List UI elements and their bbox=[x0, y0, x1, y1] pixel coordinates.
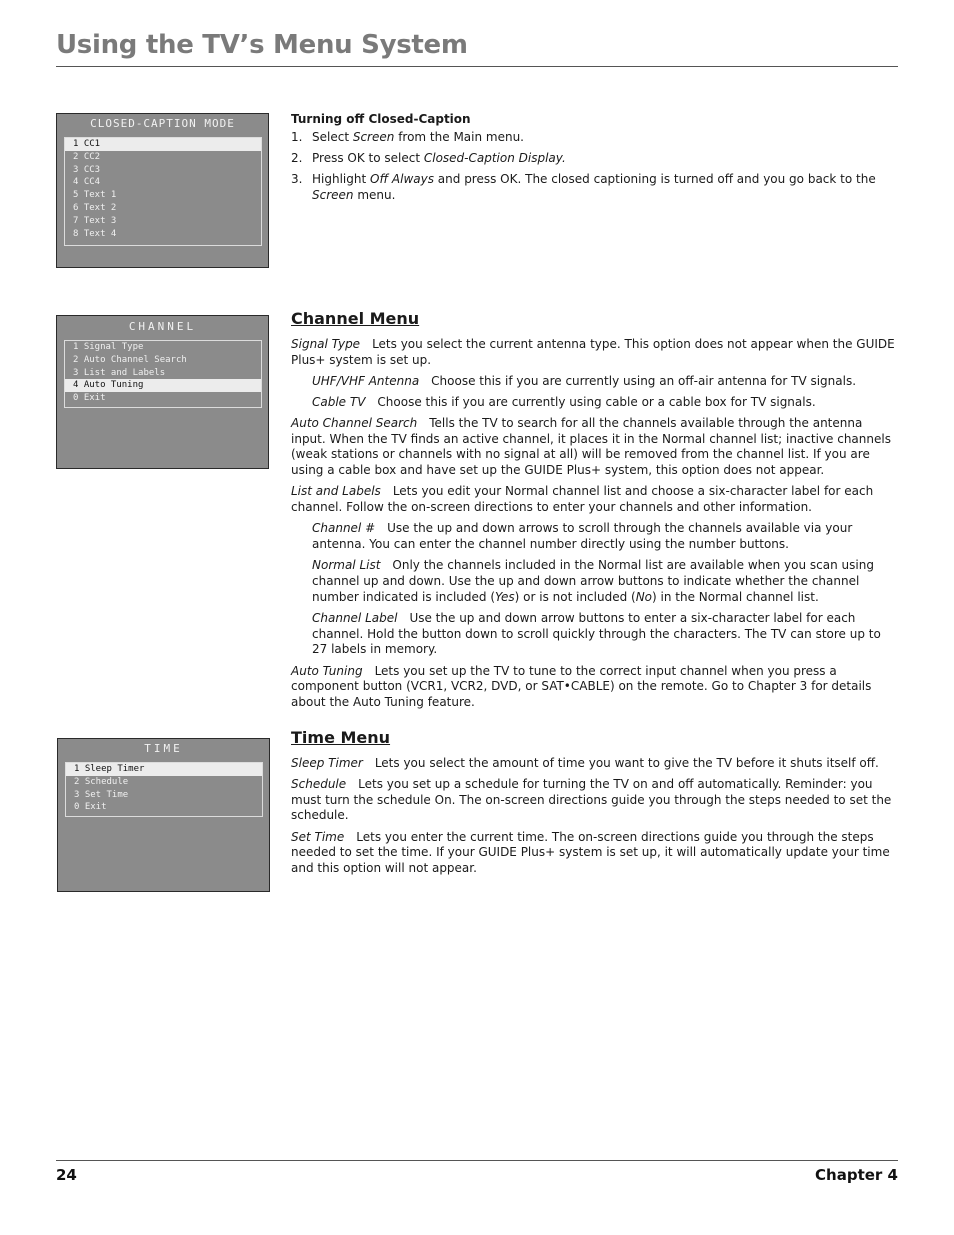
screen-title: CHANNEL bbox=[128, 320, 197, 333]
menu-item[interactable]: 3 Set Time bbox=[74, 789, 129, 800]
menu-item[interactable]: 8 Text 4 bbox=[73, 228, 117, 239]
menu-item[interactable]: 2 Schedule bbox=[74, 776, 129, 787]
page-number: 24 bbox=[56, 1166, 77, 1184]
menu-item[interactable]: 0 Exit bbox=[74, 802, 107, 813]
menu-list bbox=[64, 137, 262, 246]
menu-item[interactable]: 4 Auto Tuning bbox=[65, 379, 261, 392]
menu-item[interactable]: 5 Text 1 bbox=[73, 190, 117, 201]
channel-menu-section bbox=[291, 311, 898, 716]
step: 2. Press OK to select Closed-Caption Display. bbox=[291, 151, 566, 166]
menu-item[interactable]: 1 Sleep Timer bbox=[66, 763, 262, 776]
menu-item[interactable]: 7 Text 3 bbox=[73, 215, 117, 226]
auto-tuning-entry: Auto Tuning Lets you set up the TV to tune to the correct input channel when you press a component button (VCR1, VCR2, DVD, or SAT•CABLE) on the remote. Go to Chapter 3 for details about the Auto Tuning feature. bbox=[291, 663, 872, 710]
menu-item[interactable]: 1 CC1 bbox=[65, 138, 261, 151]
step: 3. Highlight Off Always and press OK. The closed captioning is turned off and you go back to the Screen menu. bbox=[291, 172, 876, 203]
channel-screen bbox=[56, 315, 269, 469]
section-heading: Channel Menu bbox=[291, 309, 420, 328]
closed-caption-screen bbox=[56, 113, 269, 268]
screen-title: CLOSED-CAPTION MODE bbox=[90, 117, 235, 130]
cable-tv-entry: Cable TV Choose this if you are currently using cable or a cable box for TV signals. bbox=[312, 394, 816, 409]
menu-item[interactable]: 2 Auto Channel Search bbox=[73, 354, 187, 365]
menu-list bbox=[64, 340, 262, 408]
chapter-label: Chapter 4 bbox=[815, 1166, 898, 1184]
page-title: Using the TV’s Menu System bbox=[56, 30, 468, 60]
menu-item[interactable]: 4 CC4 bbox=[73, 177, 101, 188]
set-time-entry: Set Time Lets you enter the current time. The on-screen directions guide you through the steps needed to set the time. If your GUIDE Plus+ system is set up, it will automatically update your time and this option will not appear. bbox=[291, 829, 890, 876]
channel-number-entry: Channel # Use the up and down arrows to scroll through the channels available via your antenna. You can enter the channel number directly using the number buttons. bbox=[312, 521, 853, 552]
menu-item[interactable]: 2 CC2 bbox=[73, 151, 101, 162]
time-screen bbox=[57, 738, 270, 892]
closed-caption-section bbox=[291, 112, 898, 209]
normal-list-entry: Normal List Only the channels included in the Normal list are available when you scan using channel up and down. Use the up and down arrow buttons to indicate whether the channel number indicated is included (Yes) or is not included (No) in the Normal channel list. bbox=[312, 558, 874, 604]
section-subheading: Turning off Closed-Caption bbox=[291, 112, 471, 126]
time-menu-section bbox=[291, 730, 898, 882]
step: 1. Select Screen from the Main menu. bbox=[291, 129, 524, 144]
menu-list bbox=[65, 762, 263, 817]
menu-item[interactable]: 3 CC3 bbox=[73, 164, 101, 175]
uhf-vhf-entry: UHF/VHF Antenna Choose this if you are currently using an off-air antenna for TV signals. bbox=[312, 373, 857, 388]
channel-label-entry: Channel Label Use the up and down arrow buttons to enter a six-character label for each channel. Hold the button down to scroll quickly through the characters. The TV can store up to 27 labels in memory. bbox=[312, 610, 881, 657]
steps-list bbox=[291, 130, 898, 204]
sleep-timer-entry: Sleep Timer Lets you select the amount of time you want to give the TV before it shuts itself off. bbox=[291, 755, 879, 770]
auto-channel-search-entry: Auto Channel Search Tells the TV to search for all the channels available through the antenna input. When the TV finds an active channel, it places it in the Normal channel list; inactive channels (weak stations or channels with no signal at all) will be removed from the channel list. If you are using a cable box and have set up the GUIDE Plus+ system, this option does not appear. bbox=[291, 415, 891, 478]
menu-item[interactable]: 1 Signal Type bbox=[73, 342, 144, 352]
menu-item[interactable]: 3 List and Labels bbox=[73, 367, 166, 378]
menu-item[interactable]: 6 Text 2 bbox=[73, 202, 117, 213]
section-heading: Time Menu bbox=[291, 728, 391, 747]
list-and-labels-entry: List and Labels Lets you edit your Normal channel list and choose a six-character label for each channel. Follow the on-screen directions to enter your channels and other information. bbox=[291, 484, 874, 515]
signal-type-entry: Signal Type Lets you select the current antenna type. This option does not appear when the GUIDE Plus+ system is set up. bbox=[291, 336, 895, 367]
schedule-entry: Schedule Lets you set up a schedule for turning the TV on and off automatically. Reminder: you must turn the schedule On. The on-screen directions guide you through the steps needed to set the schedule. bbox=[291, 776, 892, 823]
header-rule bbox=[56, 66, 898, 67]
menu-item[interactable]: 0 Exit bbox=[73, 393, 106, 404]
footer-rule bbox=[56, 1160, 898, 1161]
screen-title: TIME bbox=[144, 742, 183, 755]
